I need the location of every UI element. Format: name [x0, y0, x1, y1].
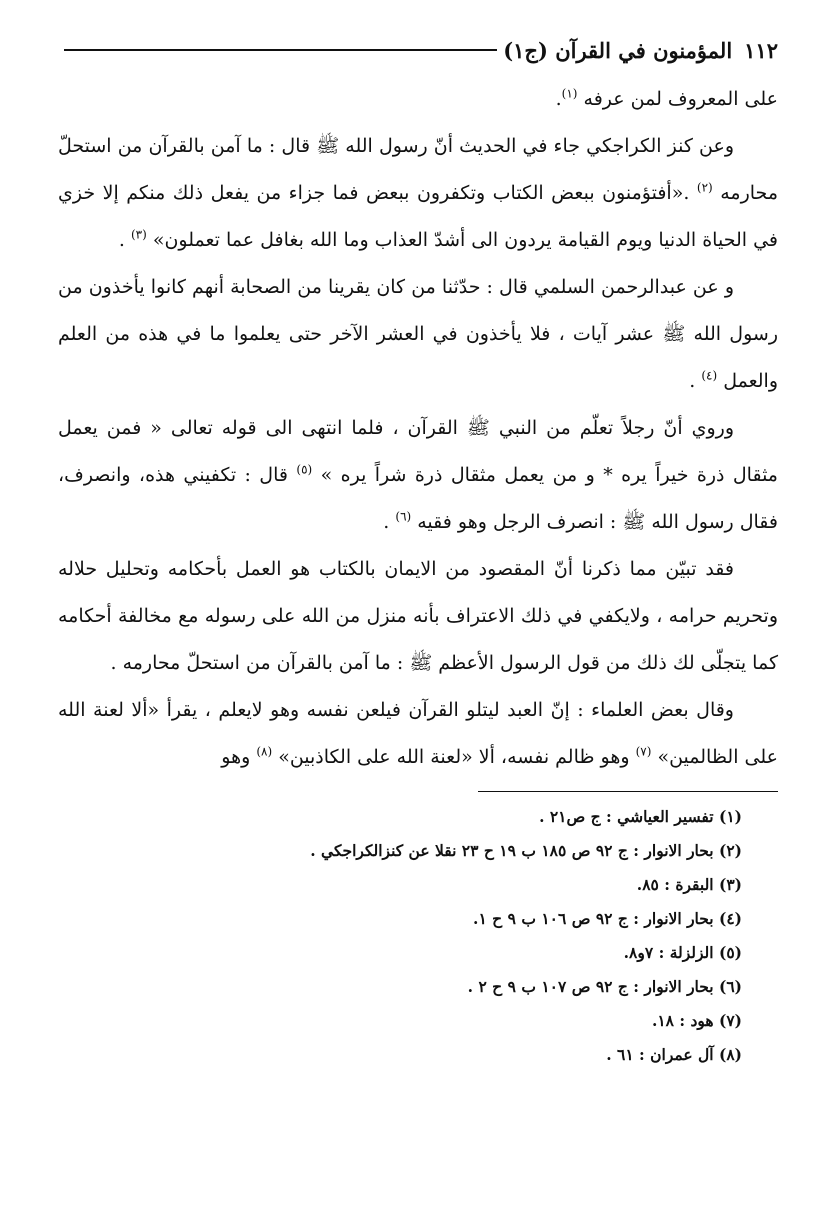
footnote-item: (٣) البقرة : ٨٥. — [636, 875, 742, 894]
paragraph — [58, 546, 778, 687]
paragraph-text: . — [383, 511, 396, 533]
footnote-item: (٤) بحار الانوار : ج ٩٢ ص ١٠٦ ب ٩ ح ١. — [473, 909, 742, 928]
footnote-marker: (٥) — [296, 462, 313, 477]
paragraph-text: . — [689, 370, 702, 392]
footnote-marker: (١) — [561, 86, 578, 101]
document-page — [58, 30, 778, 1072]
footnote-item: (٨) آل عمران : ٦١ . — [606, 1045, 742, 1064]
footnote-separator — [478, 791, 778, 792]
paragraph-text: وهو ظالم نفسه، ألا «لعنة الله على الكاذبين» — [272, 746, 636, 768]
paragraph — [58, 687, 778, 781]
paragraph-text: وقال بعض العلماء : إنّ العبد ليتلو القرآن فيلعن نفسه وهو لايعلم ، يقرأ «ألا لعنة الله على الظالمين» — [58, 699, 778, 768]
paragraph-text: وروي أنّ رجلاً تعلّم من النبي ﷺ القرآن ، فلما انتهى الى قوله تعالى « فمن يعمل مثقال ذرة خيراً يره * و من يعمل مثقال ذرة شراً يره » — [58, 417, 778, 486]
page-header — [58, 30, 778, 70]
paragraph — [58, 264, 778, 405]
paragraph — [58, 76, 778, 123]
paragraph — [58, 123, 778, 264]
paragraph-text: . — [118, 229, 131, 251]
footnote-marker: (٤) — [701, 368, 718, 383]
footnote-item: (٦) بحار الانوار : ج ٩٢ ص ١٠٧ ب ٩ ح ٢ . — [467, 977, 742, 996]
paragraph-text: . — [555, 88, 562, 110]
paragraph-text: وعن كنز الكراجكي جاء في الحديث أنّ رسول الله ﷺ قال : ما آمن بالقرآن من استحلّ محارمه — [58, 135, 778, 204]
paragraph — [58, 405, 778, 546]
footnote-marker: (٢) — [696, 180, 713, 195]
paragraph-text: فقد تبيّن مما ذكرنا أنّ المقصود من الايمان بالكتاب هو العمل بأحكامه وتحليل حلاله وتحريم حرامه ، ولايكفي في ذلك الاعتراف بأنه منزل من الله على رسوله مع مخالفة أحكامه كما يتجلّى لك ذلك من قول الرسول الأعظم ﷺ : ما آمن بالقرآن من استحلّ محارمه . — [58, 558, 778, 674]
running-title: المؤمنون في القرآن (ج١) — [503, 37, 733, 63]
paragraph-text: و عن عبدالرحمن السلمي قال : حدّثنا من كان يقرينا من الصحابة أنهم كانوا يأخذون من رسول الله ﷺ عشر آيات ، فلا يأخذون في العشر الآخر حتى يعلموا ما في هذه من العلم والعمل — [58, 276, 778, 392]
footnote-item: (٥) الزلزلة : ٧و٨. — [623, 943, 742, 962]
paragraph-text: على المعروف لمن عرفه — [577, 88, 778, 110]
footnote-marker: (٨) — [256, 744, 273, 759]
footnote-marker: (٧) — [635, 744, 652, 759]
header-rule — [64, 49, 497, 51]
body-text — [58, 76, 778, 781]
page-number: ١١٢ — [744, 37, 778, 63]
paragraph-text: .«أفتؤمنون ببعض الكتاب وتكفرون ببعض فما جزاء من يفعل ذلك منكم إلا خزي في الحياة الدنيا ويوم القيامة يردون الى أشدّ العذاب وما الله بغافل عما تعملون» — [58, 182, 778, 251]
footnote-marker: (٦) — [395, 509, 412, 524]
footnote-item: (٢) بحار الانوار : ج ٩٢ ص ١٨٥ ب ١٩ ح ٢٣ نقلا عن كنزالكراجكي . — [310, 841, 742, 860]
paragraph-text: وهو — [221, 746, 257, 768]
footnote-item: (٧) هود : ١٨. — [651, 1011, 742, 1030]
footnotes — [58, 800, 778, 1072]
footnote-item: (١) تفسير العياشي : ج ص٢١ . — [539, 807, 742, 826]
footnote-marker: (٣) — [130, 227, 147, 242]
paragraph-text: قال : تكفيني هذه، وانصرف، فقال رسول الله ﷺ : انصرف الرجل وهو فقيه — [58, 464, 778, 533]
